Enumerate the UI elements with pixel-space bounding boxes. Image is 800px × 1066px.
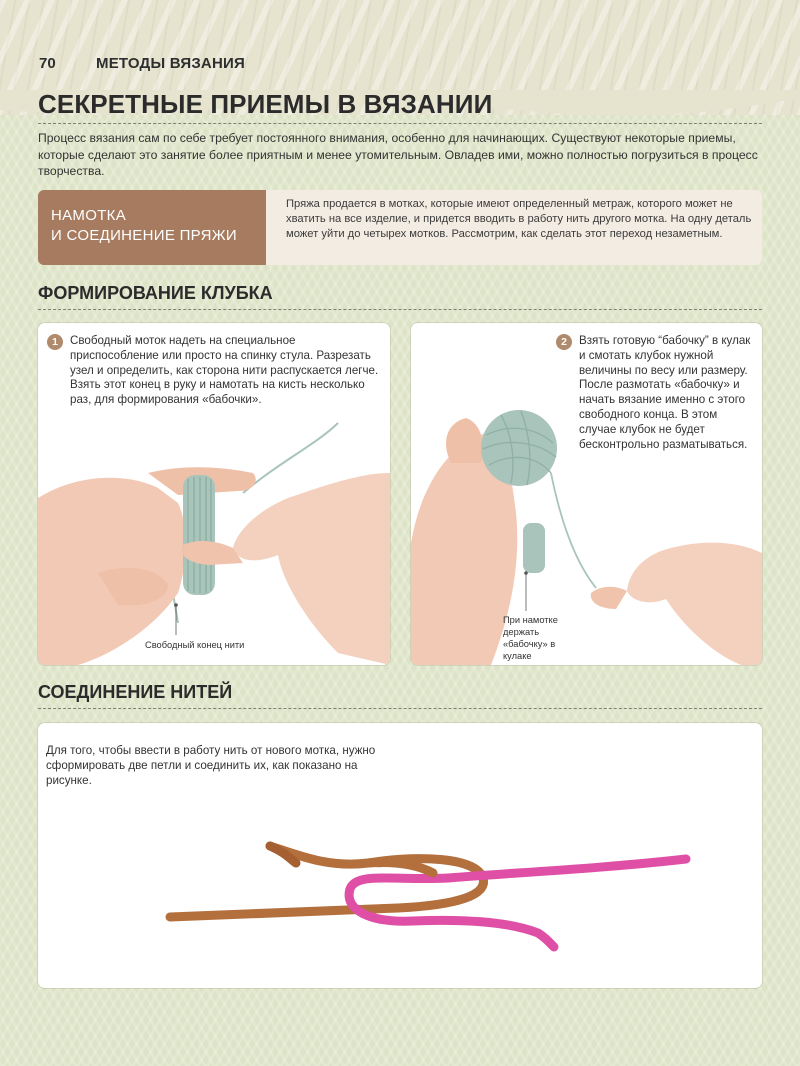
intro-paragraph: Процесс вязания сам по себе требует постоянного внимания, особенно для начинающих. Существуют некоторые приемы, которые сделают это занятие более приятным и менее утомительным. Овладев ими, можно полностью погрузиться в процесс творчества.	[38, 131, 758, 178]
step2-panel	[411, 323, 762, 665]
joining-text: Для того, чтобы ввести в работу нить от нового мотка, нужно сформировать две петли и соединить их, как показано на рисунке.	[46, 744, 376, 787]
joining-panel	[38, 723, 762, 988]
running-head: МЕТОДЫ ВЯЗАНИЯ	[96, 55, 245, 72]
callout-text: Пряжа продается в мотках, которые имеют определенный метраж, которого может не хватить на все изделие, и придется вводить в работу нить другого мотка. На одну деталь может уйти до четырех мотков. Рассмотрим, как сделать этот переход незаметным.	[286, 198, 752, 241]
callout-box	[38, 190, 762, 265]
page-number: 70	[39, 55, 56, 72]
step1-panel	[38, 323, 390, 665]
step2-caption: При намотке держать «бабочку» в кулаке	[503, 615, 558, 661]
step1-text: Свободный моток надеть на специальное приспособление или просто на спинку стула. Разрезать узел и определить, как сторона нити распускается легче. Взять этот конец в руку и намотать на кисть несколько раз, для формирования «бабочки».	[70, 334, 379, 407]
page-title: СЕКРЕТНЫЕ ПРИЕМЫ В ВЯЗАНИИ	[38, 89, 493, 119]
section-heading-ball-winding: ФОРМИРОВАНИЕ КЛУБКА	[38, 283, 273, 303]
step1-number-badge: 1	[47, 334, 63, 350]
callout-label-line2: И СОЕДИНЕНИЕ ПРЯЖИ	[51, 227, 238, 244]
section-heading-joining-threads: СОЕДИНЕНИЕ НИТЕЙ	[38, 682, 233, 702]
callout-label	[38, 190, 266, 265]
step2-number-badge: 2	[556, 334, 572, 350]
callout-label-line1: НАМОТКА	[51, 207, 127, 224]
section-divider-2	[38, 708, 762, 709]
step2-text: Взять готовую “бабочку” в кулак и смотать клубок нужной величины по весу или размеру. После размотать «бабочку» и начать вязание именно с этого свободного конца. В этом случае клубок не будет бесконтрольно разматываться.	[579, 334, 751, 451]
reef-knot-illustration	[38, 723, 762, 988]
title-divider	[38, 123, 762, 124]
step1-caption: Свободный конец нити	[145, 640, 245, 650]
section-divider-1	[38, 309, 762, 310]
